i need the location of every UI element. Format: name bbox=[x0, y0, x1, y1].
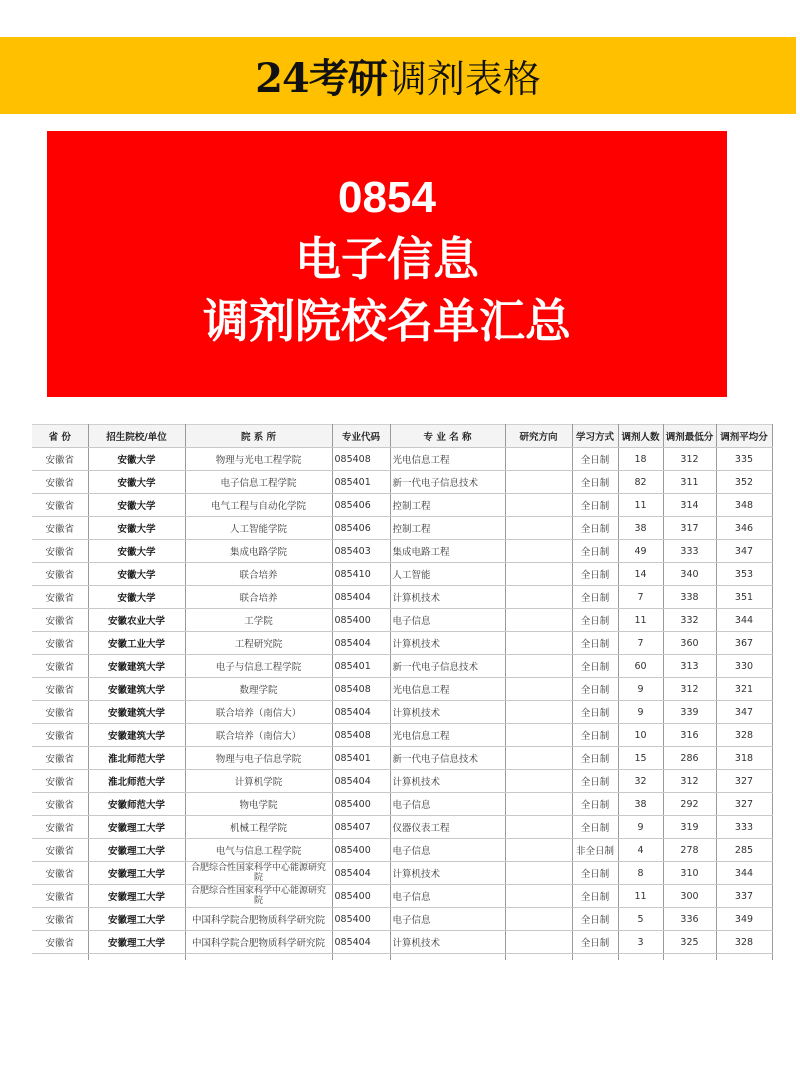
cell-school: 安徽大学 bbox=[88, 586, 185, 609]
table-row bbox=[32, 908, 772, 931]
adjustment-table bbox=[32, 424, 773, 960]
cell-min-score: 332 bbox=[663, 609, 716, 632]
cell-avg-score: 337 bbox=[716, 885, 772, 908]
cell-school: 安徽建筑大学 bbox=[88, 724, 185, 747]
cell-study-mode: 全日制 bbox=[572, 678, 618, 701]
cell-avg-score: 328 bbox=[716, 931, 772, 954]
empty-cell bbox=[32, 954, 88, 961]
cell-avg-score: 344 bbox=[716, 862, 772, 885]
cell-province: 安徽省 bbox=[32, 609, 88, 632]
cell-admit-count: 38 bbox=[618, 793, 663, 816]
cell-admit-count: 10 bbox=[618, 724, 663, 747]
table-row bbox=[32, 678, 772, 701]
cell-avg-score: 346 bbox=[716, 517, 772, 540]
cell-study-mode: 全日制 bbox=[572, 448, 618, 471]
cell-avg-score: 333 bbox=[716, 816, 772, 839]
cell-major-code: 085401 bbox=[332, 655, 390, 678]
cell-school: 安徽农业大学 bbox=[88, 609, 185, 632]
table-row bbox=[32, 931, 772, 954]
cell-major-name: 计算机技术 bbox=[390, 931, 505, 954]
table-row bbox=[32, 655, 772, 678]
column-header-avg-score: 调剂平均分 bbox=[716, 425, 772, 448]
cell-study-mode: 全日制 bbox=[572, 701, 618, 724]
cell-study-mode: 全日制 bbox=[572, 563, 618, 586]
empty-cell bbox=[332, 954, 390, 961]
cell-province: 安徽省 bbox=[32, 678, 88, 701]
cell-admit-count: 11 bbox=[618, 885, 663, 908]
cell-school: 安徽建筑大学 bbox=[88, 678, 185, 701]
cell-major-code: 085406 bbox=[332, 517, 390, 540]
cell-avg-score: 321 bbox=[716, 678, 772, 701]
cell-major-code: 085407 bbox=[332, 816, 390, 839]
cell-min-score: 340 bbox=[663, 563, 716, 586]
cell-major-code: 085400 bbox=[332, 908, 390, 931]
cell-admit-count: 18 bbox=[618, 448, 663, 471]
cell-research-direction bbox=[505, 724, 572, 747]
cell-study-mode: 全日制 bbox=[572, 793, 618, 816]
cell-province: 安徽省 bbox=[32, 655, 88, 678]
cell-school: 安徽理工大学 bbox=[88, 931, 185, 954]
cell-major-name: 电子信息 bbox=[390, 908, 505, 931]
cell-min-score: 312 bbox=[663, 448, 716, 471]
cell-department: 联合培养 bbox=[185, 563, 332, 586]
cell-department: 物电学院 bbox=[185, 793, 332, 816]
cell-school: 安徽大学 bbox=[88, 517, 185, 540]
cell-min-score: 313 bbox=[663, 655, 716, 678]
cell-study-mode: 全日制 bbox=[572, 747, 618, 770]
cell-admit-count: 14 bbox=[618, 563, 663, 586]
cell-department: 电气与信息工程学院 bbox=[185, 839, 332, 862]
cell-school: 安徽大学 bbox=[88, 494, 185, 517]
cell-research-direction bbox=[505, 471, 572, 494]
cell-admit-count: 15 bbox=[618, 747, 663, 770]
cell-study-mode: 全日制 bbox=[572, 724, 618, 747]
cell-province: 安徽省 bbox=[32, 747, 88, 770]
cell-admit-count: 3 bbox=[618, 931, 663, 954]
table-row bbox=[32, 747, 772, 770]
cell-admit-count: 7 bbox=[618, 632, 663, 655]
cell-avg-score: 353 bbox=[716, 563, 772, 586]
cell-admit-count: 60 bbox=[618, 655, 663, 678]
cell-avg-score: 367 bbox=[716, 632, 772, 655]
cell-major-code: 085408 bbox=[332, 678, 390, 701]
cell-major-code: 085401 bbox=[332, 747, 390, 770]
column-header-major-code: 专业代码 bbox=[332, 425, 390, 448]
cell-major-code: 085404 bbox=[332, 862, 390, 885]
cell-department: 机械工程学院 bbox=[185, 816, 332, 839]
cell-major-name: 计算机技术 bbox=[390, 770, 505, 793]
empty-cell bbox=[716, 954, 772, 961]
cell-major-code: 085404 bbox=[332, 701, 390, 724]
cell-major-code: 085404 bbox=[332, 586, 390, 609]
empty-cell bbox=[618, 954, 663, 961]
cell-study-mode: 全日制 bbox=[572, 471, 618, 494]
cell-research-direction bbox=[505, 816, 572, 839]
cell-min-score: 292 bbox=[663, 793, 716, 816]
cell-avg-score: 348 bbox=[716, 494, 772, 517]
cell-research-direction bbox=[505, 885, 572, 908]
cell-school: 安徽大学 bbox=[88, 563, 185, 586]
table-row bbox=[32, 793, 772, 816]
cell-department: 工程研究院 bbox=[185, 632, 332, 655]
cell-admit-count: 5 bbox=[618, 908, 663, 931]
cell-major-code: 085404 bbox=[332, 770, 390, 793]
cell-avg-score: 327 bbox=[716, 770, 772, 793]
cell-research-direction bbox=[505, 494, 572, 517]
cell-province: 安徽省 bbox=[32, 908, 88, 931]
cell-admit-count: 9 bbox=[618, 678, 663, 701]
cell-department: 物理与光电工程学院 bbox=[185, 448, 332, 471]
cell-avg-score: 349 bbox=[716, 908, 772, 931]
cell-school: 安徽建筑大学 bbox=[88, 655, 185, 678]
cell-research-direction bbox=[505, 770, 572, 793]
cell-department: 中国科学院合肥物质科学研究院 bbox=[185, 908, 332, 931]
cell-study-mode: 全日制 bbox=[572, 609, 618, 632]
cell-major-code: 085401 bbox=[332, 471, 390, 494]
cell-department: 电子信息工程学院 bbox=[185, 471, 332, 494]
column-header-research-direction: 研究方向 bbox=[505, 425, 572, 448]
cell-research-direction bbox=[505, 586, 572, 609]
cell-province: 安徽省 bbox=[32, 816, 88, 839]
cell-department: 物理与电子信息学院 bbox=[185, 747, 332, 770]
cell-research-direction bbox=[505, 839, 572, 862]
cell-min-score: 286 bbox=[663, 747, 716, 770]
cell-major-name: 电子信息 bbox=[390, 609, 505, 632]
cell-admit-count: 38 bbox=[618, 517, 663, 540]
cell-min-score: 338 bbox=[663, 586, 716, 609]
cell-min-score: 311 bbox=[663, 471, 716, 494]
cell-department: 人工智能学院 bbox=[185, 517, 332, 540]
cell-major-code: 085404 bbox=[332, 931, 390, 954]
empty-cell bbox=[663, 954, 716, 961]
cell-research-direction bbox=[505, 632, 572, 655]
cell-avg-score: 328 bbox=[716, 724, 772, 747]
cell-research-direction bbox=[505, 747, 572, 770]
cell-avg-score: 327 bbox=[716, 793, 772, 816]
table-row bbox=[32, 839, 772, 862]
cell-study-mode: 全日制 bbox=[572, 632, 618, 655]
cell-research-direction bbox=[505, 678, 572, 701]
column-header-admit-count: 调剂人数 bbox=[618, 425, 663, 448]
cell-research-direction bbox=[505, 908, 572, 931]
cell-province: 安徽省 bbox=[32, 931, 88, 954]
empty-cell bbox=[390, 954, 505, 961]
cell-min-score: 336 bbox=[663, 908, 716, 931]
cell-department: 联合培养（南信大） bbox=[185, 724, 332, 747]
cell-major-name: 电子信息 bbox=[390, 839, 505, 862]
cell-major-name: 光电信息工程 bbox=[390, 678, 505, 701]
cell-major-name: 电子信息 bbox=[390, 793, 505, 816]
cell-school: 淮北师范大学 bbox=[88, 770, 185, 793]
cell-school: 安徽师范大学 bbox=[88, 793, 185, 816]
cell-study-mode: 全日制 bbox=[572, 908, 618, 931]
cell-admit-count: 11 bbox=[618, 494, 663, 517]
table-row bbox=[32, 770, 772, 793]
cell-min-score: 312 bbox=[663, 678, 716, 701]
column-header-province: 省 份 bbox=[32, 425, 88, 448]
table-header-row bbox=[32, 425, 772, 448]
cell-research-direction bbox=[505, 540, 572, 563]
cell-min-score: 317 bbox=[663, 517, 716, 540]
cell-study-mode: 全日制 bbox=[572, 770, 618, 793]
cell-major-name: 计算机技术 bbox=[390, 632, 505, 655]
cell-school: 安徽大学 bbox=[88, 448, 185, 471]
cell-department: 合肥综合性国家科学中心能源研究院 bbox=[185, 862, 332, 885]
cell-province: 安徽省 bbox=[32, 701, 88, 724]
cell-study-mode: 全日制 bbox=[572, 517, 618, 540]
cell-major-code: 085403 bbox=[332, 540, 390, 563]
cell-major-name: 新一代电子信息技术 bbox=[390, 471, 505, 494]
cell-province: 安徽省 bbox=[32, 540, 88, 563]
column-header-school: 招生院校/单位 bbox=[88, 425, 185, 448]
cell-study-mode: 全日制 bbox=[572, 655, 618, 678]
cell-study-mode: 全日制 bbox=[572, 494, 618, 517]
cell-study-mode: 全日制 bbox=[572, 885, 618, 908]
cell-study-mode: 全日制 bbox=[572, 931, 618, 954]
cell-province: 安徽省 bbox=[32, 885, 88, 908]
cell-major-name: 电子信息 bbox=[390, 885, 505, 908]
cell-research-direction bbox=[505, 862, 572, 885]
cell-admit-count: 7 bbox=[618, 586, 663, 609]
cell-major-name: 光电信息工程 bbox=[390, 448, 505, 471]
cell-major-code: 085400 bbox=[332, 609, 390, 632]
cell-province: 安徽省 bbox=[32, 563, 88, 586]
cell-major-name: 人工智能 bbox=[390, 563, 505, 586]
cell-major-name: 控制工程 bbox=[390, 517, 505, 540]
table-row bbox=[32, 632, 772, 655]
cell-major-code: 085408 bbox=[332, 724, 390, 747]
cell-avg-score: 347 bbox=[716, 540, 772, 563]
cell-school: 安徽理工大学 bbox=[88, 862, 185, 885]
cell-province: 安徽省 bbox=[32, 770, 88, 793]
cell-school: 安徽建筑大学 bbox=[88, 701, 185, 724]
cell-major-name: 集成电路工程 bbox=[390, 540, 505, 563]
cell-admit-count: 49 bbox=[618, 540, 663, 563]
cell-research-direction bbox=[505, 931, 572, 954]
banner-title-prefix: 24考研 bbox=[255, 55, 387, 102]
cell-major-name: 仪器仪表工程 bbox=[390, 816, 505, 839]
table-row bbox=[32, 885, 772, 908]
cell-avg-score: 344 bbox=[716, 609, 772, 632]
cell-study-mode: 全日制 bbox=[572, 540, 618, 563]
cell-min-score: 333 bbox=[663, 540, 716, 563]
cell-avg-score: 330 bbox=[716, 655, 772, 678]
cell-avg-score: 318 bbox=[716, 747, 772, 770]
table-row bbox=[32, 724, 772, 747]
empty-cell bbox=[572, 954, 618, 961]
cell-province: 安徽省 bbox=[32, 517, 88, 540]
cell-province: 安徽省 bbox=[32, 586, 88, 609]
cell-avg-score: 351 bbox=[716, 586, 772, 609]
cell-department: 合肥综合性国家科学中心能源研究院 bbox=[185, 885, 332, 908]
top-banner bbox=[0, 37, 796, 114]
cell-min-score: 360 bbox=[663, 632, 716, 655]
table-row bbox=[32, 540, 772, 563]
cell-major-code: 085400 bbox=[332, 793, 390, 816]
cell-school: 安徽理工大学 bbox=[88, 839, 185, 862]
cell-avg-score: 335 bbox=[716, 448, 772, 471]
cell-research-direction bbox=[505, 563, 572, 586]
empty-cell bbox=[88, 954, 185, 961]
cell-province: 安徽省 bbox=[32, 448, 88, 471]
cell-school: 安徽工业大学 bbox=[88, 632, 185, 655]
cell-department: 中国科学院合肥物质科学研究院 bbox=[185, 931, 332, 954]
column-header-department: 院 系 所 bbox=[185, 425, 332, 448]
table-row bbox=[32, 448, 772, 471]
headline-subtitle: 调剂院校名单汇总 bbox=[203, 294, 571, 348]
cell-major-name: 控制工程 bbox=[390, 494, 505, 517]
cell-major-code: 085408 bbox=[332, 448, 390, 471]
cell-department: 计算机学院 bbox=[185, 770, 332, 793]
cell-school: 安徽理工大学 bbox=[88, 816, 185, 839]
cell-min-score: 310 bbox=[663, 862, 716, 885]
cell-avg-score: 347 bbox=[716, 701, 772, 724]
table-row bbox=[32, 816, 772, 839]
cell-min-score: 278 bbox=[663, 839, 716, 862]
cell-study-mode: 非全日制 bbox=[572, 839, 618, 862]
cell-department: 电气工程与自动化学院 bbox=[185, 494, 332, 517]
cell-major-name: 新一代电子信息技术 bbox=[390, 747, 505, 770]
cell-admit-count: 9 bbox=[618, 816, 663, 839]
cell-school: 淮北师范大学 bbox=[88, 747, 185, 770]
cell-min-score: 314 bbox=[663, 494, 716, 517]
cell-province: 安徽省 bbox=[32, 862, 88, 885]
cell-school: 安徽大学 bbox=[88, 471, 185, 494]
cell-province: 安徽省 bbox=[32, 471, 88, 494]
cell-research-direction bbox=[505, 655, 572, 678]
subject-code: 0854 bbox=[338, 173, 436, 222]
banner-title-suffix: 调剂表格 bbox=[388, 57, 541, 101]
cell-major-name: 计算机技术 bbox=[390, 862, 505, 885]
cell-study-mode: 全日制 bbox=[572, 862, 618, 885]
cell-major-code: 085410 bbox=[332, 563, 390, 586]
headline-box bbox=[47, 131, 727, 397]
cell-admit-count: 4 bbox=[618, 839, 663, 862]
cell-admit-count: 9 bbox=[618, 701, 663, 724]
cell-province: 安徽省 bbox=[32, 724, 88, 747]
cell-min-score: 316 bbox=[663, 724, 716, 747]
column-header-study-mode: 学习方式 bbox=[572, 425, 618, 448]
table-row bbox=[32, 517, 772, 540]
cell-research-direction bbox=[505, 517, 572, 540]
cell-research-direction bbox=[505, 609, 572, 632]
cell-major-name: 光电信息工程 bbox=[390, 724, 505, 747]
cell-department: 数理学院 bbox=[185, 678, 332, 701]
cell-school: 安徽大学 bbox=[88, 540, 185, 563]
cell-admit-count: 82 bbox=[618, 471, 663, 494]
cell-min-score: 312 bbox=[663, 770, 716, 793]
table-row bbox=[32, 563, 772, 586]
cell-research-direction bbox=[505, 793, 572, 816]
cell-department: 电子与信息工程学院 bbox=[185, 655, 332, 678]
cell-major-code: 085400 bbox=[332, 839, 390, 862]
cell-admit-count: 32 bbox=[618, 770, 663, 793]
cell-study-mode: 全日制 bbox=[572, 586, 618, 609]
cell-department: 联合培养（南信大） bbox=[185, 701, 332, 724]
subject-name: 电子信息 bbox=[295, 232, 479, 286]
cell-admit-count: 11 bbox=[618, 609, 663, 632]
cell-min-score: 339 bbox=[663, 701, 716, 724]
cell-school: 安徽理工大学 bbox=[88, 885, 185, 908]
cell-province: 安徽省 bbox=[32, 793, 88, 816]
cell-research-direction bbox=[505, 701, 572, 724]
cell-min-score: 300 bbox=[663, 885, 716, 908]
cell-major-name: 计算机技术 bbox=[390, 586, 505, 609]
cell-province: 安徽省 bbox=[32, 632, 88, 655]
cell-major-name: 计算机技术 bbox=[390, 701, 505, 724]
cell-avg-score: 352 bbox=[716, 471, 772, 494]
cell-province: 安徽省 bbox=[32, 839, 88, 862]
column-header-min-score: 调剂最低分 bbox=[663, 425, 716, 448]
cell-study-mode: 全日制 bbox=[572, 816, 618, 839]
table-row bbox=[32, 609, 772, 632]
cell-department: 集成电路学院 bbox=[185, 540, 332, 563]
cell-research-direction bbox=[505, 448, 572, 471]
cell-major-code: 085406 bbox=[332, 494, 390, 517]
empty-cell bbox=[185, 954, 332, 961]
cell-province: 安徽省 bbox=[32, 494, 88, 517]
table-row bbox=[32, 586, 772, 609]
table-row bbox=[32, 701, 772, 724]
empty-cell bbox=[505, 954, 572, 961]
cell-major-code: 085404 bbox=[332, 632, 390, 655]
table-row-cutoff bbox=[32, 954, 772, 961]
cell-avg-score: 285 bbox=[716, 839, 772, 862]
cell-school: 安徽理工大学 bbox=[88, 908, 185, 931]
cell-department: 联合培养 bbox=[185, 586, 332, 609]
cell-min-score: 319 bbox=[663, 816, 716, 839]
cell-department: 工学院 bbox=[185, 609, 332, 632]
table-row bbox=[32, 862, 772, 885]
cell-admit-count: 8 bbox=[618, 862, 663, 885]
column-header-major-name: 专 业 名 称 bbox=[390, 425, 505, 448]
table-row bbox=[32, 494, 772, 517]
cell-major-name: 新一代电子信息技术 bbox=[390, 655, 505, 678]
table-row bbox=[32, 471, 772, 494]
cell-major-code: 085400 bbox=[332, 885, 390, 908]
cell-min-score: 325 bbox=[663, 931, 716, 954]
